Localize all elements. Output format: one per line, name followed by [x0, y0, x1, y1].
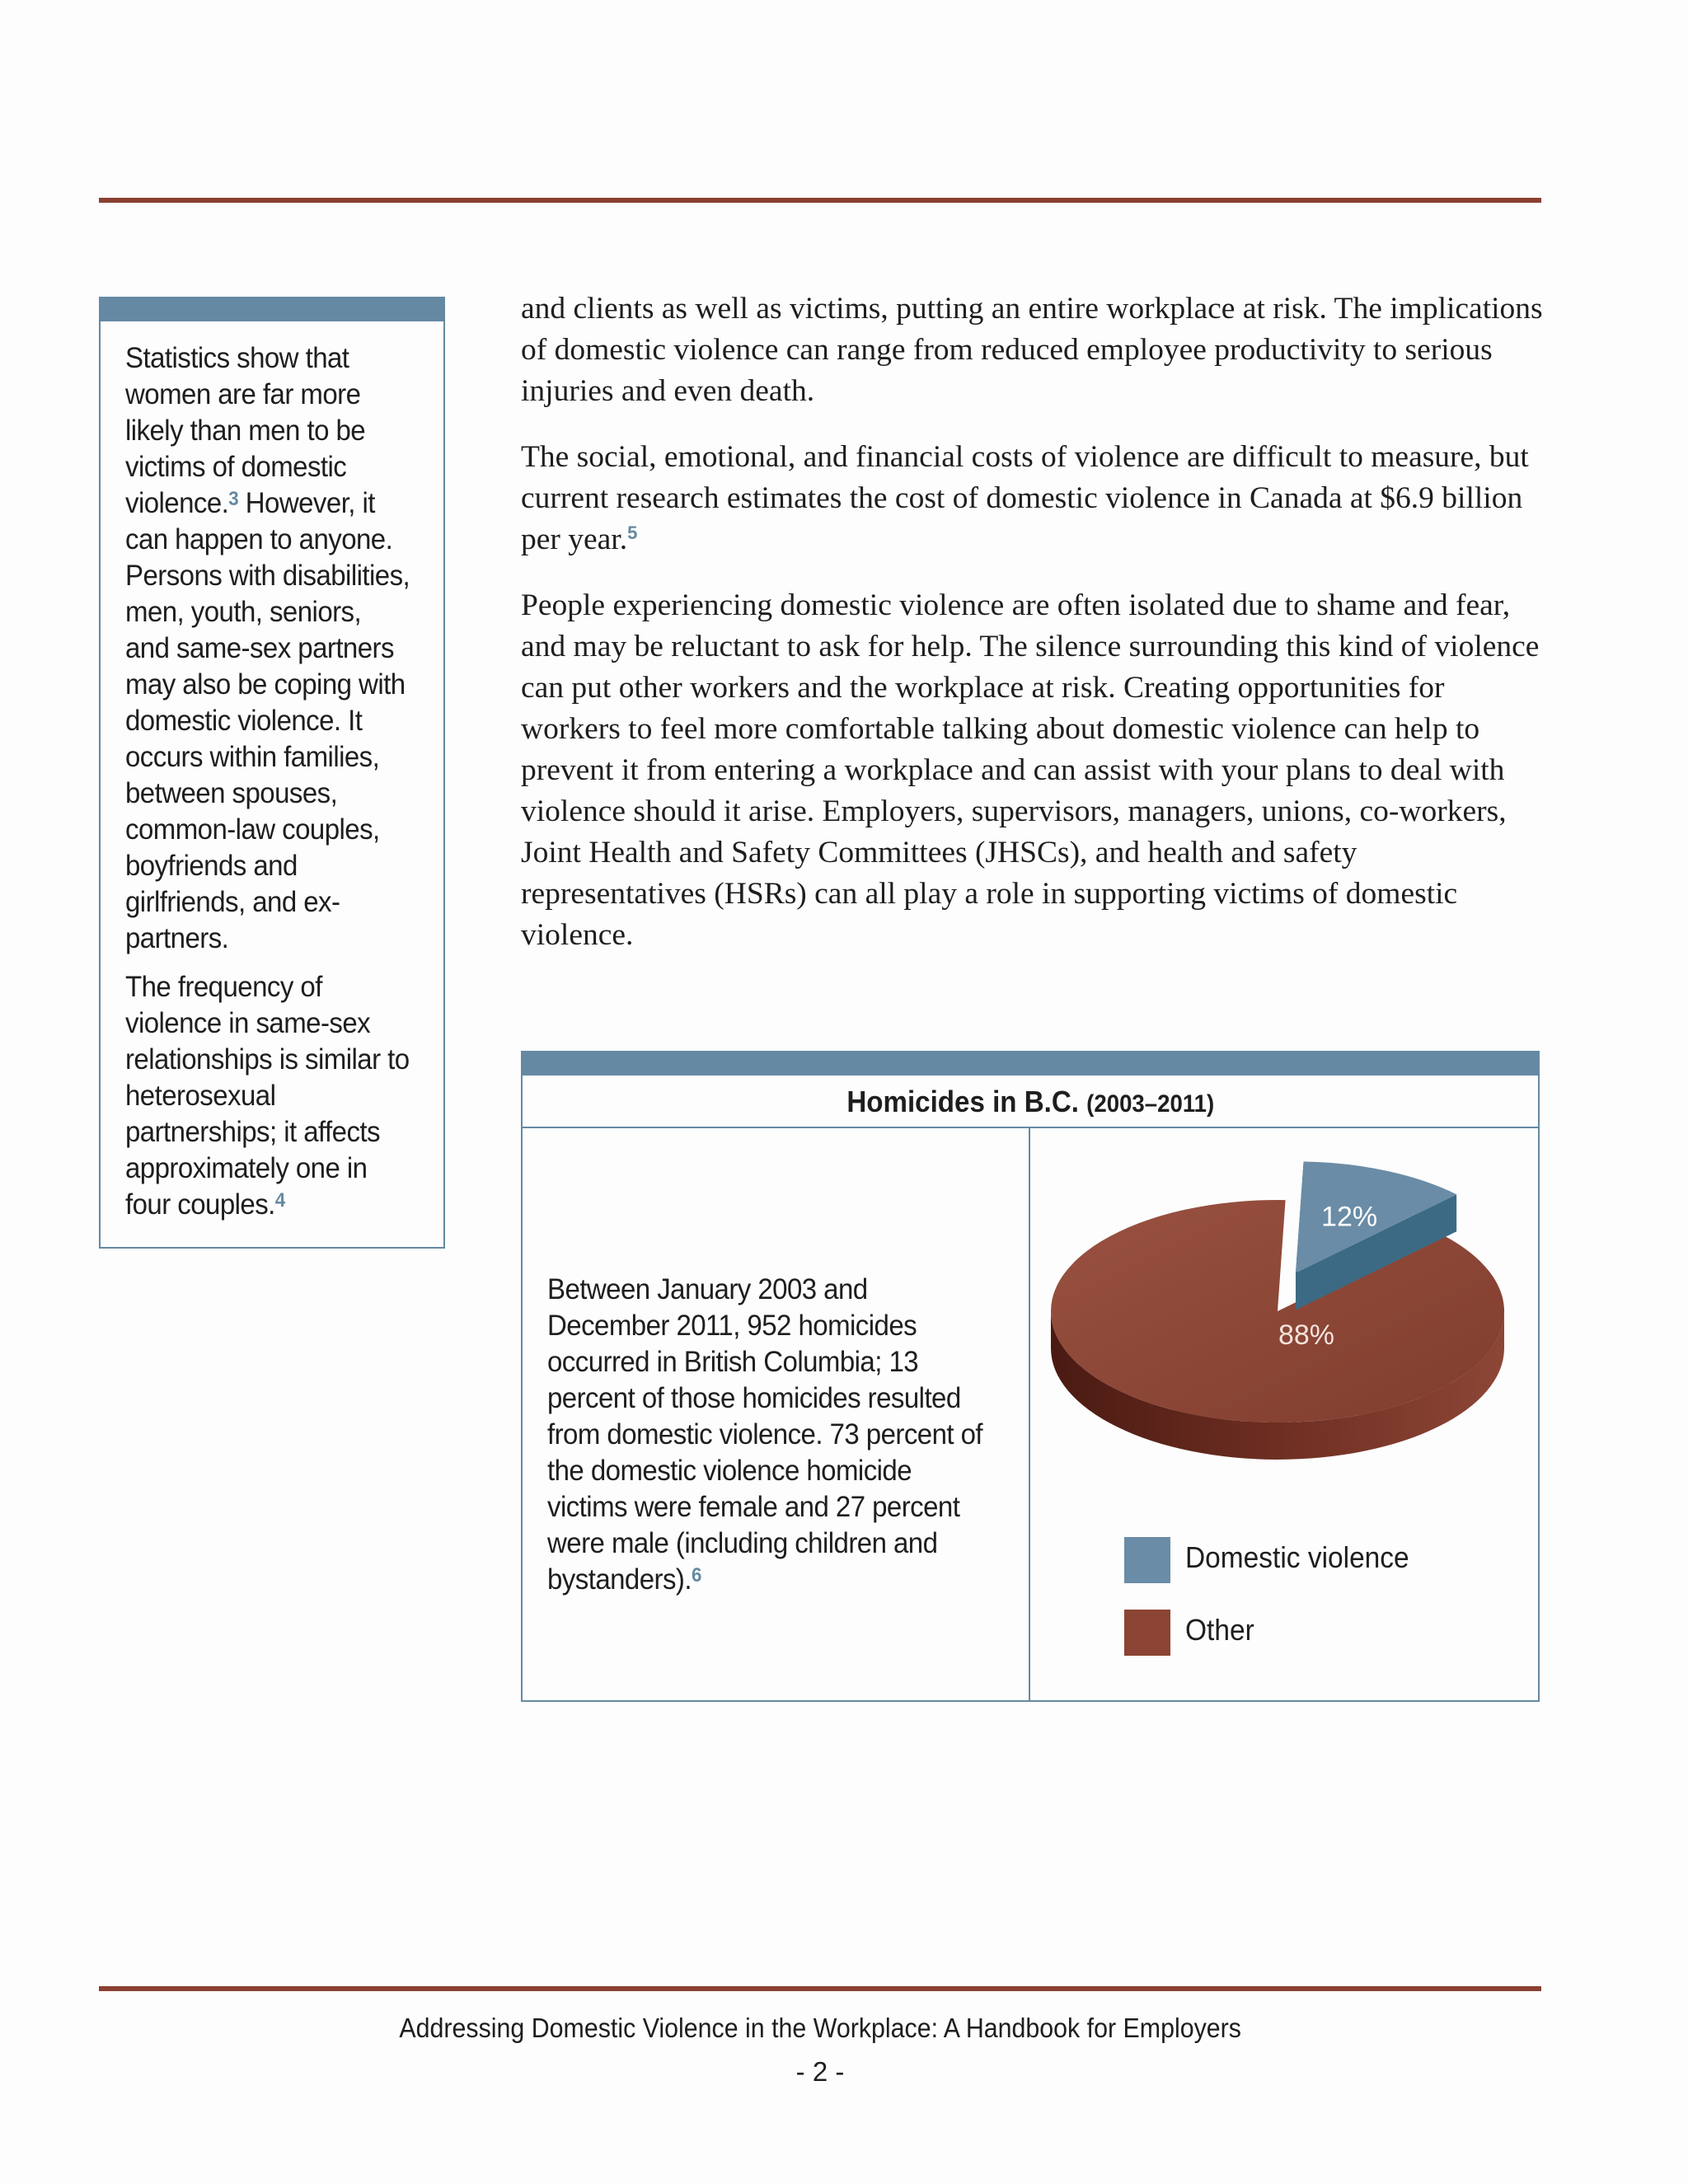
- footer-title-text: Addressing Domestic Violence in the Workplace: A Handbook for Employers: [399, 2013, 1241, 2043]
- footer-rule: [99, 1986, 1541, 1991]
- footnote-ref[interactable]: 4: [274, 1189, 285, 1212]
- sidebar-callout: [99, 297, 445, 1249]
- sidebar-text: Statistics show that women are far more likely than men to be victims of domestic violence.: [125, 341, 366, 519]
- sidebar-paragraph-1: [125, 340, 410, 956]
- body-text: [521, 288, 1543, 981]
- homicides-figure: [521, 1051, 1540, 1702]
- figure-title-years: (2003–2011): [1085, 1090, 1214, 1118]
- sidebar-content: [125, 340, 410, 1235]
- figure-title-text: Homicides in B.C.: [846, 1085, 1079, 1118]
- sidebar-paragraph-2: [125, 968, 410, 1222]
- sidebar-text: However, it can happen to anyone. Persons with disabilities, men, youth, seniors, and same-sex partners may also be coping with domestic violence. It occurs within families, between spouses, common-law couples, boyfriends and girlfriends, and ex-partners.: [125, 486, 410, 954]
- footnote-ref[interactable]: 3: [228, 488, 239, 510]
- pie-layer: [1051, 1161, 1504, 1460]
- legend-label-domestic-violence: Domestic violence: [1185, 1540, 1409, 1574]
- footer-title: [0, 2013, 1640, 2044]
- sidebar-text: The frequency of violence in same-sex relationships is similar to heterosexual partnerships; it affects approximately one in four couples.: [125, 970, 410, 1221]
- legend-swatch-domestic-violence: [1124, 1537, 1170, 1583]
- body-text-span: The social, emotional, and financial costs of violence are difficult to measure, but current research estimates the cost of domestic violence in Canada at $6.9 billion per year.: [521, 440, 1529, 556]
- body-paragraph-2: [521, 437, 1543, 560]
- legend-label-other: Other: [1185, 1613, 1254, 1647]
- body-paragraph-1: and clients as well as victims, putting an entire workplace at risk. The implications of domestic violence can range from reduced employee productivity to serious injuries and even death.: [521, 292, 1543, 408]
- figure-title-row: [523, 1076, 1538, 1128]
- page-number: - 2 -: [795, 2056, 845, 2087]
- figure-header-bar: [523, 1052, 1538, 1076]
- figure-description-text: Between January 2003 and December 2011, 952 homicides occurred in British Columbia; 13 percent of those homicides resulted from domestic violence. 73 percent of the domestic violence homicide victims were female and 27 percent were male (including children and bystanders).: [547, 1272, 983, 1596]
- figure-description: [547, 1271, 992, 1597]
- footnote-ref[interactable]: 6: [691, 1564, 701, 1586]
- pie-label-other: 88%: [1278, 1319, 1335, 1351]
- sidebar-header-bar: [101, 298, 443, 321]
- body-paragraph-3: People experiencing domestic violence are often isolated due to shame and fear, and may be reluctant to ask for help. The silence surrounding this kind of violence can put other workers and the workplace at risk. Creating opportunities for workers to feel more comfortable talking about domestic violence can help to prevent it from entering a workplace and can assist with your plans to deal with violence should it arise. Employers, supervisors, managers, unions, co-workers, Joint Health and Safety Committees (JHSCs), and health and safety representatives (HSRs) can all play a role in supporting victims of domestic violence.: [521, 588, 1540, 952]
- footnote-ref[interactable]: 5: [627, 523, 638, 543]
- pie-chart: [1030, 1130, 1538, 1460]
- pie-label-domestic-violence: 12%: [1321, 1201, 1378, 1233]
- figure-title: [846, 1076, 1214, 1131]
- legend-swatch-other: [1124, 1610, 1170, 1656]
- header-rule: [99, 198, 1541, 203]
